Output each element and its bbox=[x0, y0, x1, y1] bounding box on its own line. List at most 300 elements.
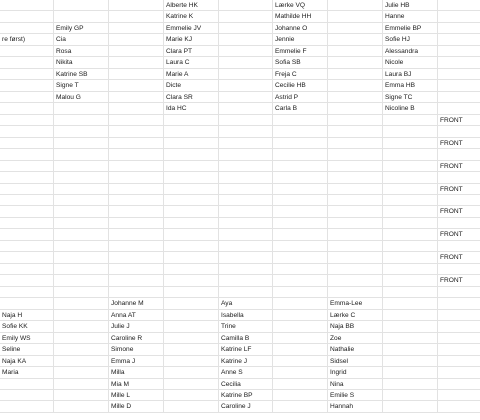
cell-r18-c3[interactable] bbox=[109, 195, 164, 206]
cell-r32-c6[interactable] bbox=[273, 356, 328, 367]
cell-r33-c7[interactable]: Ingrid bbox=[328, 367, 383, 378]
cell-r7-c6[interactable]: Freja C bbox=[273, 69, 328, 80]
cell-r11-c8[interactable] bbox=[383, 115, 438, 126]
cell-r2-c5[interactable] bbox=[219, 11, 273, 22]
cell-r24-c3[interactable] bbox=[109, 264, 164, 275]
cell-r24-c2[interactable] bbox=[54, 264, 109, 275]
cell-r16-c9[interactable] bbox=[438, 172, 480, 183]
cell-r29-c1[interactable]: Sofie KK bbox=[0, 321, 54, 332]
cell-r4-c2[interactable]: Cia bbox=[54, 34, 109, 45]
cell-r26-c7[interactable] bbox=[328, 287, 383, 298]
cell-r22-c5[interactable] bbox=[219, 241, 273, 252]
cell-r33-c9[interactable] bbox=[438, 367, 480, 378]
cell-r30-c2[interactable] bbox=[54, 333, 109, 344]
cell-r4-c6[interactable]: Jennie bbox=[273, 34, 328, 45]
cell-r17-c7[interactable] bbox=[328, 184, 383, 195]
cell-r21-c5[interactable] bbox=[219, 229, 273, 240]
cell-r25-c5[interactable] bbox=[219, 275, 273, 286]
cell-r10-c4[interactable]: Ida HC bbox=[164, 103, 219, 114]
cell-r27-c1[interactable] bbox=[0, 298, 54, 309]
cell-r24-c5[interactable] bbox=[219, 264, 273, 275]
cell-r19-c4[interactable] bbox=[164, 206, 219, 217]
cell-r2-c4[interactable]: Katrine K bbox=[164, 11, 219, 22]
cell-r18-c4[interactable] bbox=[164, 195, 219, 206]
cell-r30-c6[interactable] bbox=[273, 333, 328, 344]
cell-r26-c3[interactable] bbox=[109, 287, 164, 298]
cell-r19-c7[interactable] bbox=[328, 206, 383, 217]
cell-r23-c6[interactable] bbox=[273, 252, 328, 263]
cell-r21-c6[interactable] bbox=[273, 229, 328, 240]
cell-r2-c6[interactable]: Mathilde HH bbox=[273, 11, 328, 22]
cell-r25-c3[interactable] bbox=[109, 275, 164, 286]
cell-r33-c4[interactable] bbox=[164, 367, 219, 378]
cell-r18-c9[interactable] bbox=[438, 195, 480, 206]
cell-r3-c9[interactable] bbox=[438, 23, 480, 34]
cell-r4-c8[interactable]: Sofie HJ bbox=[383, 34, 438, 45]
cell-r31-c9[interactable] bbox=[438, 344, 480, 355]
cell-r17-c2[interactable] bbox=[54, 184, 109, 195]
cell-r25-c9[interactable]: FRONT bbox=[438, 275, 480, 286]
cell-r23-c9[interactable]: FRONT bbox=[438, 252, 480, 263]
cell-r32-c9[interactable] bbox=[438, 356, 480, 367]
cell-r36-c8[interactable] bbox=[383, 401, 438, 412]
cell-r33-c6[interactable] bbox=[273, 367, 328, 378]
cell-r20-c2[interactable] bbox=[54, 218, 109, 229]
cell-r29-c4[interactable] bbox=[164, 321, 219, 332]
cell-r22-c3[interactable] bbox=[109, 241, 164, 252]
cell-r2-c8[interactable]: Hanne bbox=[383, 11, 438, 22]
cell-r19-c2[interactable] bbox=[54, 206, 109, 217]
cell-r23-c2[interactable] bbox=[54, 252, 109, 263]
cell-r12-c8[interactable] bbox=[383, 126, 438, 137]
cell-r6-c3[interactable] bbox=[109, 57, 164, 68]
cell-r7-c7[interactable] bbox=[328, 69, 383, 80]
cell-r32-c4[interactable] bbox=[164, 356, 219, 367]
cell-r1-c9[interactable] bbox=[438, 0, 480, 11]
cell-r27-c5[interactable]: Aya bbox=[219, 298, 273, 309]
cell-r14-c3[interactable] bbox=[109, 149, 164, 160]
cell-r7-c8[interactable]: Laura BJ bbox=[383, 69, 438, 80]
cell-r2-c3[interactable] bbox=[109, 11, 164, 22]
cell-r11-c6[interactable] bbox=[273, 115, 328, 126]
cell-r15-c4[interactable] bbox=[164, 161, 219, 172]
cell-r11-c5[interactable] bbox=[219, 115, 273, 126]
cell-r29-c6[interactable] bbox=[273, 321, 328, 332]
cell-r16-c3[interactable] bbox=[109, 172, 164, 183]
cell-r32-c7[interactable]: Sidsel bbox=[328, 356, 383, 367]
cell-r11-c3[interactable] bbox=[109, 115, 164, 126]
cell-r15-c9[interactable]: FRONT bbox=[438, 161, 480, 172]
cell-r11-c2[interactable] bbox=[54, 115, 109, 126]
cell-r7-c1[interactable] bbox=[0, 69, 54, 80]
cell-r15-c6[interactable] bbox=[273, 161, 328, 172]
cell-r34-c1[interactable] bbox=[0, 379, 54, 390]
cell-r6-c8[interactable]: Nicole bbox=[383, 57, 438, 68]
cell-r34-c3[interactable]: Mia M bbox=[109, 379, 164, 390]
cell-r20-c6[interactable] bbox=[273, 218, 328, 229]
cell-r3-c5[interactable] bbox=[219, 23, 273, 34]
cell-r26-c4[interactable] bbox=[164, 287, 219, 298]
cell-r34-c4[interactable] bbox=[164, 379, 219, 390]
cell-r1-c2[interactable] bbox=[54, 0, 109, 11]
cell-r2-c7[interactable] bbox=[328, 11, 383, 22]
cell-r12-c9[interactable] bbox=[438, 126, 480, 137]
cell-r8-c3[interactable] bbox=[109, 80, 164, 91]
cell-r30-c8[interactable] bbox=[383, 333, 438, 344]
cell-r16-c4[interactable] bbox=[164, 172, 219, 183]
cell-r1-c8[interactable]: Julie HB bbox=[383, 0, 438, 11]
cell-r16-c8[interactable] bbox=[383, 172, 438, 183]
cell-r35-c8[interactable] bbox=[383, 390, 438, 401]
cell-r20-c5[interactable] bbox=[219, 218, 273, 229]
cell-r34-c6[interactable] bbox=[273, 379, 328, 390]
cell-r4-c4[interactable]: Marie KJ bbox=[164, 34, 219, 45]
cell-r8-c2[interactable]: Signe T bbox=[54, 80, 109, 91]
cell-r10-c8[interactable]: Nicoline B bbox=[383, 103, 438, 114]
cell-r32-c1[interactable]: Naja KA bbox=[0, 356, 54, 367]
cell-r5-c7[interactable] bbox=[328, 46, 383, 57]
cell-r12-c2[interactable] bbox=[54, 126, 109, 137]
cell-r20-c9[interactable] bbox=[438, 218, 480, 229]
cell-r14-c4[interactable] bbox=[164, 149, 219, 160]
cell-r12-c1[interactable] bbox=[0, 126, 54, 137]
cell-r28-c3[interactable]: Anna AT bbox=[109, 310, 164, 321]
cell-r28-c4[interactable] bbox=[164, 310, 219, 321]
cell-r35-c9[interactable] bbox=[438, 390, 480, 401]
cell-r7-c3[interactable] bbox=[109, 69, 164, 80]
cell-r4-c1[interactable]: re først) bbox=[0, 34, 54, 45]
cell-r5-c2[interactable]: Rosa bbox=[54, 46, 109, 57]
cell-r20-c7[interactable] bbox=[328, 218, 383, 229]
cell-r14-c6[interactable] bbox=[273, 149, 328, 160]
cell-r30-c7[interactable]: Zoe bbox=[328, 333, 383, 344]
cell-r9-c5[interactable] bbox=[219, 92, 273, 103]
cell-r11-c4[interactable] bbox=[164, 115, 219, 126]
cell-r1-c4[interactable]: Alberte HK bbox=[164, 0, 219, 11]
cell-r23-c1[interactable] bbox=[0, 252, 54, 263]
cell-r21-c1[interactable] bbox=[0, 229, 54, 240]
cell-r13-c1[interactable] bbox=[0, 138, 54, 149]
cell-r5-c3[interactable] bbox=[109, 46, 164, 57]
cell-r20-c4[interactable] bbox=[164, 218, 219, 229]
cell-r10-c3[interactable] bbox=[109, 103, 164, 114]
cell-r36-c9[interactable] bbox=[438, 401, 480, 412]
cell-r2-c2[interactable] bbox=[54, 11, 109, 22]
cell-r12-c3[interactable] bbox=[109, 126, 164, 137]
cell-r15-c8[interactable] bbox=[383, 161, 438, 172]
cell-r35-c6[interactable] bbox=[273, 390, 328, 401]
cell-r22-c7[interactable] bbox=[328, 241, 383, 252]
cell-r25-c4[interactable] bbox=[164, 275, 219, 286]
cell-r11-c9[interactable]: FRONT bbox=[438, 115, 480, 126]
cell-r18-c1[interactable] bbox=[0, 195, 54, 206]
cell-r19-c6[interactable] bbox=[273, 206, 328, 217]
cell-r26-c9[interactable] bbox=[438, 287, 480, 298]
cell-r10-c1[interactable] bbox=[0, 103, 54, 114]
cell-r4-c3[interactable] bbox=[109, 34, 164, 45]
cell-r17-c6[interactable] bbox=[273, 184, 328, 195]
cell-r22-c8[interactable] bbox=[383, 241, 438, 252]
cell-r32-c5[interactable]: Katrine J bbox=[219, 356, 273, 367]
cell-r36-c2[interactable] bbox=[54, 401, 109, 412]
cell-r22-c6[interactable] bbox=[273, 241, 328, 252]
cell-r28-c1[interactable]: Naja H bbox=[0, 310, 54, 321]
cell-r5-c4[interactable]: Clara PT bbox=[164, 46, 219, 57]
cell-r34-c5[interactable]: Cecilia bbox=[219, 379, 273, 390]
cell-r19-c8[interactable] bbox=[383, 206, 438, 217]
cell-r17-c4[interactable] bbox=[164, 184, 219, 195]
cell-r5-c1[interactable] bbox=[0, 46, 54, 57]
cell-r16-c6[interactable] bbox=[273, 172, 328, 183]
cell-r12-c4[interactable] bbox=[164, 126, 219, 137]
cell-r25-c1[interactable] bbox=[0, 275, 54, 286]
cell-r2-c1[interactable] bbox=[0, 11, 54, 22]
cell-r35-c7[interactable]: Emilie S bbox=[328, 390, 383, 401]
cell-r23-c8[interactable] bbox=[383, 252, 438, 263]
cell-r14-c2[interactable] bbox=[54, 149, 109, 160]
cell-r19-c5[interactable] bbox=[219, 206, 273, 217]
cell-r13-c8[interactable] bbox=[383, 138, 438, 149]
cell-r5-c5[interactable] bbox=[219, 46, 273, 57]
cell-r19-c9[interactable]: FRONT bbox=[438, 206, 480, 217]
cell-r14-c7[interactable] bbox=[328, 149, 383, 160]
cell-r21-c8[interactable] bbox=[383, 229, 438, 240]
cell-r26-c1[interactable] bbox=[0, 287, 54, 298]
cell-r19-c1[interactable] bbox=[0, 206, 54, 217]
cell-r16-c2[interactable] bbox=[54, 172, 109, 183]
cell-r13-c4[interactable] bbox=[164, 138, 219, 149]
cell-r25-c6[interactable] bbox=[273, 275, 328, 286]
cell-r28-c9[interactable] bbox=[438, 310, 480, 321]
cell-r10-c9[interactable] bbox=[438, 103, 480, 114]
cell-r23-c5[interactable] bbox=[219, 252, 273, 263]
cell-r13-c7[interactable] bbox=[328, 138, 383, 149]
cell-r19-c3[interactable] bbox=[109, 206, 164, 217]
cell-r12-c5[interactable] bbox=[219, 126, 273, 137]
cell-r29-c7[interactable]: Naja BB bbox=[328, 321, 383, 332]
cell-r7-c4[interactable]: Marie A bbox=[164, 69, 219, 80]
cell-r34-c8[interactable] bbox=[383, 379, 438, 390]
cell-r16-c5[interactable] bbox=[219, 172, 273, 183]
cell-r14-c8[interactable] bbox=[383, 149, 438, 160]
cell-r14-c9[interactable] bbox=[438, 149, 480, 160]
cell-r32-c8[interactable] bbox=[383, 356, 438, 367]
cell-r4-c9[interactable] bbox=[438, 34, 480, 45]
cell-r3-c7[interactable] bbox=[328, 23, 383, 34]
cell-r25-c8[interactable] bbox=[383, 275, 438, 286]
cell-r3-c6[interactable]: Johanne O bbox=[273, 23, 328, 34]
cell-r29-c9[interactable] bbox=[438, 321, 480, 332]
cell-r12-c7[interactable] bbox=[328, 126, 383, 137]
cell-r24-c6[interactable] bbox=[273, 264, 328, 275]
cell-r5-c6[interactable]: Emmelie F bbox=[273, 46, 328, 57]
cell-r13-c2[interactable] bbox=[54, 138, 109, 149]
cell-r17-c9[interactable]: FRONT bbox=[438, 184, 480, 195]
cell-r8-c5[interactable] bbox=[219, 80, 273, 91]
cell-r23-c4[interactable] bbox=[164, 252, 219, 263]
cell-r35-c3[interactable]: Mille L bbox=[109, 390, 164, 401]
cell-r3-c3[interactable] bbox=[109, 23, 164, 34]
cell-r15-c7[interactable] bbox=[328, 161, 383, 172]
cell-r32-c3[interactable]: Emma J bbox=[109, 356, 164, 367]
cell-r21-c7[interactable] bbox=[328, 229, 383, 240]
cell-r31-c1[interactable]: Seline bbox=[0, 344, 54, 355]
cell-r33-c8[interactable] bbox=[383, 367, 438, 378]
cell-r6-c4[interactable]: Laura C bbox=[164, 57, 219, 68]
cell-r33-c3[interactable]: Milla bbox=[109, 367, 164, 378]
cell-r4-c7[interactable] bbox=[328, 34, 383, 45]
cell-r35-c2[interactable] bbox=[54, 390, 109, 401]
cell-r1-c7[interactable] bbox=[328, 0, 383, 11]
cell-r34-c7[interactable]: Nina bbox=[328, 379, 383, 390]
cell-r6-c6[interactable]: Sofia SB bbox=[273, 57, 328, 68]
cell-r5-c9[interactable] bbox=[438, 46, 480, 57]
cell-r3-c4[interactable]: Emmelie JV bbox=[164, 23, 219, 34]
cell-r29-c8[interactable] bbox=[383, 321, 438, 332]
cell-r18-c5[interactable] bbox=[219, 195, 273, 206]
cell-r27-c9[interactable] bbox=[438, 298, 480, 309]
cell-r18-c8[interactable] bbox=[383, 195, 438, 206]
cell-r6-c5[interactable] bbox=[219, 57, 273, 68]
cell-r30-c9[interactable] bbox=[438, 333, 480, 344]
cell-r3-c8[interactable]: Emmelie BP bbox=[383, 23, 438, 34]
cell-r34-c9[interactable] bbox=[438, 379, 480, 390]
cell-r20-c3[interactable] bbox=[109, 218, 164, 229]
cell-r24-c4[interactable] bbox=[164, 264, 219, 275]
cell-r13-c6[interactable] bbox=[273, 138, 328, 149]
cell-r22-c4[interactable] bbox=[164, 241, 219, 252]
cell-r24-c1[interactable] bbox=[0, 264, 54, 275]
cell-r17-c3[interactable] bbox=[109, 184, 164, 195]
cell-r10-c7[interactable] bbox=[328, 103, 383, 114]
cell-r1-c5[interactable] bbox=[219, 0, 273, 11]
cell-r15-c1[interactable] bbox=[0, 161, 54, 172]
cell-r14-c1[interactable] bbox=[0, 149, 54, 160]
cell-r28-c8[interactable] bbox=[383, 310, 438, 321]
cell-r15-c5[interactable] bbox=[219, 161, 273, 172]
cell-r17-c8[interactable] bbox=[383, 184, 438, 195]
cell-r35-c5[interactable]: Katrine BP bbox=[219, 390, 273, 401]
cell-r3-c2[interactable]: Emily GP bbox=[54, 23, 109, 34]
cell-r31-c2[interactable] bbox=[54, 344, 109, 355]
cell-r25-c7[interactable] bbox=[328, 275, 383, 286]
cell-r13-c3[interactable] bbox=[109, 138, 164, 149]
cell-r5-c8[interactable]: Alessandra bbox=[383, 46, 438, 57]
cell-r21-c4[interactable] bbox=[164, 229, 219, 240]
cell-r27-c4[interactable] bbox=[164, 298, 219, 309]
cell-r36-c4[interactable] bbox=[164, 401, 219, 412]
cell-r8-c1[interactable] bbox=[0, 80, 54, 91]
cell-r10-c2[interactable] bbox=[54, 103, 109, 114]
cell-r1-c1[interactable] bbox=[0, 0, 54, 11]
cell-r6-c2[interactable]: Nikita bbox=[54, 57, 109, 68]
cell-r7-c5[interactable] bbox=[219, 69, 273, 80]
cell-r31-c4[interactable] bbox=[164, 344, 219, 355]
cell-r33-c2[interactable] bbox=[54, 367, 109, 378]
cell-r22-c2[interactable] bbox=[54, 241, 109, 252]
cell-r31-c6[interactable] bbox=[273, 344, 328, 355]
cell-r8-c8[interactable]: Emma HB bbox=[383, 80, 438, 91]
cell-r29-c3[interactable]: Julie J bbox=[109, 321, 164, 332]
cell-r29-c2[interactable] bbox=[54, 321, 109, 332]
cell-r36-c6[interactable] bbox=[273, 401, 328, 412]
cell-r27-c7[interactable]: Emma-Lee bbox=[328, 298, 383, 309]
cell-r36-c3[interactable]: Mille D bbox=[109, 401, 164, 412]
cell-r35-c4[interactable] bbox=[164, 390, 219, 401]
cell-r7-c2[interactable]: Katrine SB bbox=[54, 69, 109, 80]
cell-r9-c8[interactable]: Signe TC bbox=[383, 92, 438, 103]
cell-r33-c1[interactable]: Maria bbox=[0, 367, 54, 378]
cell-r10-c5[interactable] bbox=[219, 103, 273, 114]
cell-r28-c5[interactable]: Isabella bbox=[219, 310, 273, 321]
cell-r10-c6[interactable]: Carla B bbox=[273, 103, 328, 114]
cell-r17-c5[interactable] bbox=[219, 184, 273, 195]
cell-r8-c4[interactable]: Dicte bbox=[164, 80, 219, 91]
cell-r9-c6[interactable]: Astrid P bbox=[273, 92, 328, 103]
cell-r29-c5[interactable]: Trine bbox=[219, 321, 273, 332]
cell-r26-c5[interactable] bbox=[219, 287, 273, 298]
cell-r20-c1[interactable] bbox=[0, 218, 54, 229]
cell-r21-c3[interactable] bbox=[109, 229, 164, 240]
cell-r12-c6[interactable] bbox=[273, 126, 328, 137]
cell-r16-c7[interactable] bbox=[328, 172, 383, 183]
cell-r21-c2[interactable] bbox=[54, 229, 109, 240]
cell-r30-c3[interactable]: Caroline R bbox=[109, 333, 164, 344]
cell-r31-c3[interactable]: Simone bbox=[109, 344, 164, 355]
cell-r22-c9[interactable] bbox=[438, 241, 480, 252]
cell-r6-c1[interactable] bbox=[0, 57, 54, 68]
cell-r25-c2[interactable] bbox=[54, 275, 109, 286]
cell-r31-c7[interactable]: Nathalie bbox=[328, 344, 383, 355]
cell-r36-c1[interactable] bbox=[0, 401, 54, 412]
cell-r31-c5[interactable]: Katrine LF bbox=[219, 344, 273, 355]
cell-r16-c1[interactable] bbox=[0, 172, 54, 183]
cell-r22-c1[interactable] bbox=[0, 241, 54, 252]
cell-r27-c8[interactable] bbox=[383, 298, 438, 309]
cell-r9-c2[interactable]: Malou G bbox=[54, 92, 109, 103]
cell-r6-c9[interactable] bbox=[438, 57, 480, 68]
cell-r14-c5[interactable] bbox=[219, 149, 273, 160]
cell-r8-c6[interactable]: Cecilie HB bbox=[273, 80, 328, 91]
cell-r35-c1[interactable] bbox=[0, 390, 54, 401]
cell-r27-c2[interactable] bbox=[54, 298, 109, 309]
cell-r20-c8[interactable] bbox=[383, 218, 438, 229]
cell-r18-c6[interactable] bbox=[273, 195, 328, 206]
cell-r21-c9[interactable]: FRONT bbox=[438, 229, 480, 240]
cell-r6-c7[interactable] bbox=[328, 57, 383, 68]
cell-r1-c3[interactable] bbox=[109, 0, 164, 11]
cell-r26-c6[interactable] bbox=[273, 287, 328, 298]
cell-r36-c5[interactable]: Caroline J bbox=[219, 401, 273, 412]
cell-r7-c9[interactable] bbox=[438, 69, 480, 80]
cell-r18-c2[interactable] bbox=[54, 195, 109, 206]
cell-r17-c1[interactable] bbox=[0, 184, 54, 195]
cell-r23-c3[interactable] bbox=[109, 252, 164, 263]
cell-r23-c7[interactable] bbox=[328, 252, 383, 263]
cell-r33-c5[interactable]: Anne S bbox=[219, 367, 273, 378]
cell-r28-c2[interactable] bbox=[54, 310, 109, 321]
cell-r9-c1[interactable] bbox=[0, 92, 54, 103]
cell-r28-c6[interactable] bbox=[273, 310, 328, 321]
cell-r13-c9[interactable]: FRONT bbox=[438, 138, 480, 149]
cell-r26-c2[interactable] bbox=[54, 287, 109, 298]
cell-r9-c3[interactable] bbox=[109, 92, 164, 103]
cell-r11-c7[interactable] bbox=[328, 115, 383, 126]
cell-r9-c7[interactable] bbox=[328, 92, 383, 103]
cell-r34-c2[interactable] bbox=[54, 379, 109, 390]
cell-r36-c7[interactable]: Hannah bbox=[328, 401, 383, 412]
cell-r30-c5[interactable]: Camilla B bbox=[219, 333, 273, 344]
